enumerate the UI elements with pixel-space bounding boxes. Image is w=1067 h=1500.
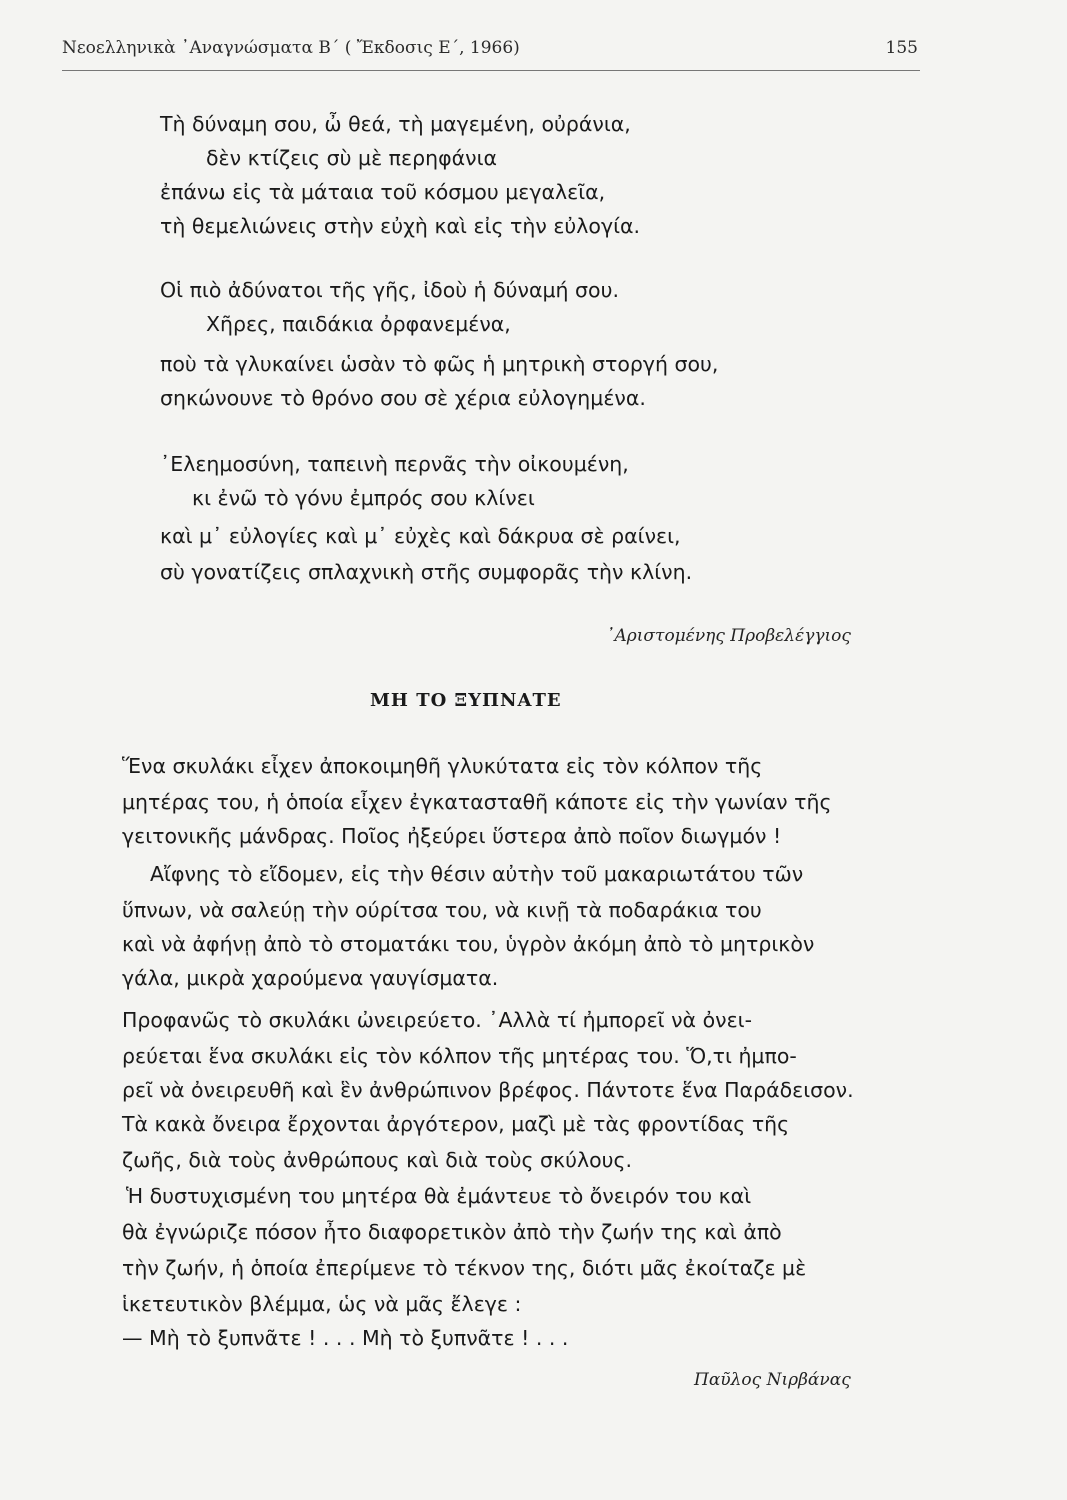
prose-line: ὕπνων, νὰ σαλεύῃ τὴν ούρίτσα του, νὰ κινῇ τὰ ποδαράκια του <box>122 898 762 922</box>
prose-line: ζωῆς, διὰ τοὺς ἀνθρώπους καὶ διὰ τοὺς σκύλους. <box>122 1148 633 1172</box>
prose-line: ρεύεται ἕνα σκυλάκι εἰς τὸν κόλπον τῆς μητέρας του. Ὅ,τι ἠμπο- <box>122 1044 797 1068</box>
poem-line: κι ἐνῶ τὸ γόνυ ἐμπρός σου κλίνει <box>192 486 535 510</box>
prose-line: μητέρας του, ἡ ὁποία εἶχεν ἐγκατασταθῆ κάποτε εἰς τὴν γωνίαν τῆς <box>122 790 832 814</box>
poem-line: σὺ γονατίζεις σπλαχνικὴ στῆς συμφορᾶς τὴν κλίνη. <box>160 560 693 584</box>
prose-line: — Μὴ τὸ ξυπνᾶτε ! . . . Μὴ τὸ ξυπνᾶτε ! . . . <box>122 1326 569 1350</box>
poem-line: ἐπάνω εἰς τὰ μάταια τοῦ κόσμου μεγαλεῖα, <box>160 180 606 204</box>
poem-line: Χῆρες, παιδάκια ὀρφανεμένα, <box>206 312 511 336</box>
poem-line: Τὴ δύναμη σου, ὦ θεά, τὴ μαγεμένη, οὐράνια, <box>160 112 631 136</box>
prose-line: θὰ ἐγνώριζε πόσον ἦτο διαφορετικὸν ἀπὸ τὴν ζωήν της καὶ ἀπὸ <box>122 1220 782 1244</box>
prose-line: ρεῖ νὰ ὀνειρευθῆ καὶ ἓν ἀνθρώπινον βρέφος. Πάντοτε ἕνα Παράδεισον. <box>122 1078 854 1102</box>
page-number: 155 <box>885 38 918 58</box>
poem-line: ποὺ τὰ γλυκαίνει ὡσὰν τὸ φῶς ἡ μητρικὴ στοργή σου, <box>160 352 719 376</box>
prose-line: Ἕνα σκυλάκι εἶχεν ἀποκοιμηθῆ γλυκύτατα εἰς τὸν κόλπον τῆς <box>122 754 763 778</box>
prose-line: Αἴφνης τὸ εἴδομεν, εἰς τὴν θέσιν αὐτὴν τοῦ μακαριωτάτου τῶν <box>150 862 804 886</box>
prose-line: τὴν ζωήν, ἡ ὁποία ἐπερίμενε τὸ τέκνον της, διότι μᾶς ἐκοίταζε μὲ <box>122 1256 807 1280</box>
prose-line: Τὰ κακὰ ὄνειρα ἔρχονται ἀργότερον, μαζὶ μὲ τὰς φροντίδας τῆς <box>122 1112 790 1136</box>
poem-author: ᾿Αριστομένης Προβελέγγιος <box>606 626 851 646</box>
prose-line: γειτονικῆς μάνδρας. Ποῖος ἠξεύρει ὕστερα ἀπὸ ποῖον διωγμόν ! <box>122 824 782 848</box>
prose-line: ἱκετευτικὸν βλέμμα, ὡς νὰ μᾶς ἔλεγε : <box>122 1292 522 1316</box>
poem-line: Οἱ πιὸ ἀδύνατοι τῆς γῆς, ἰδοὺ ἡ δύναμή σου. <box>160 278 619 302</box>
header-rule <box>62 70 920 71</box>
poem-line: ᾿Ελεημοσύνη, ταπεινὴ περνᾶς τὴν οἰκουμένη, <box>160 452 629 476</box>
story-author: Παῦλος Νιρβάνας <box>694 1370 851 1390</box>
poem-line: σηκώνουνε τὸ θρόνο σου σὲ χέρια εὐλογημένα. <box>160 386 646 410</box>
poem-line: δὲν κτίζεις σὺ μὲ περηφάνια <box>206 146 498 170</box>
poem-line: καὶ μ᾿ εὐλογίες καὶ μ᾿ εὐχὲς καὶ δάκρυα σὲ ραίνει, <box>160 524 681 548</box>
prose-line: Ἡ δυστυχισμένη του μητέρα θὰ ἐμάντευε τὸ ὄνειρόν του καὶ <box>126 1184 752 1208</box>
prose-line: καὶ νὰ ἀφήνῃ ἀπὸ τὸ στοματάκι του, ὑγρὸν ἀκόμη ἀπὸ τὸ μητρικὸν <box>122 932 815 956</box>
running-header <box>62 38 918 58</box>
poem-line: τὴ θεμελιώνεις στὴν εὐχὴ καὶ εἰς τὴν εὐλογία. <box>160 214 641 238</box>
prose-line: γάλα, μικρὰ χαρούμενα γαυγίσματα. <box>122 966 499 990</box>
prose-line: Προφανῶς τὸ σκυλάκι ὠνειρεύετο. ᾿Αλλὰ τί ἠμπορεῖ νὰ ὀνει- <box>122 1008 752 1032</box>
running-title: Νεοελληνικὰ ᾿Αναγνώσματα Β΄ ( Ἔκδοσις Ε΄, 1966) <box>62 38 520 58</box>
story-title: ΜΗ ΤΟ ΞΥΠΝΑΤΕ <box>370 690 562 711</box>
